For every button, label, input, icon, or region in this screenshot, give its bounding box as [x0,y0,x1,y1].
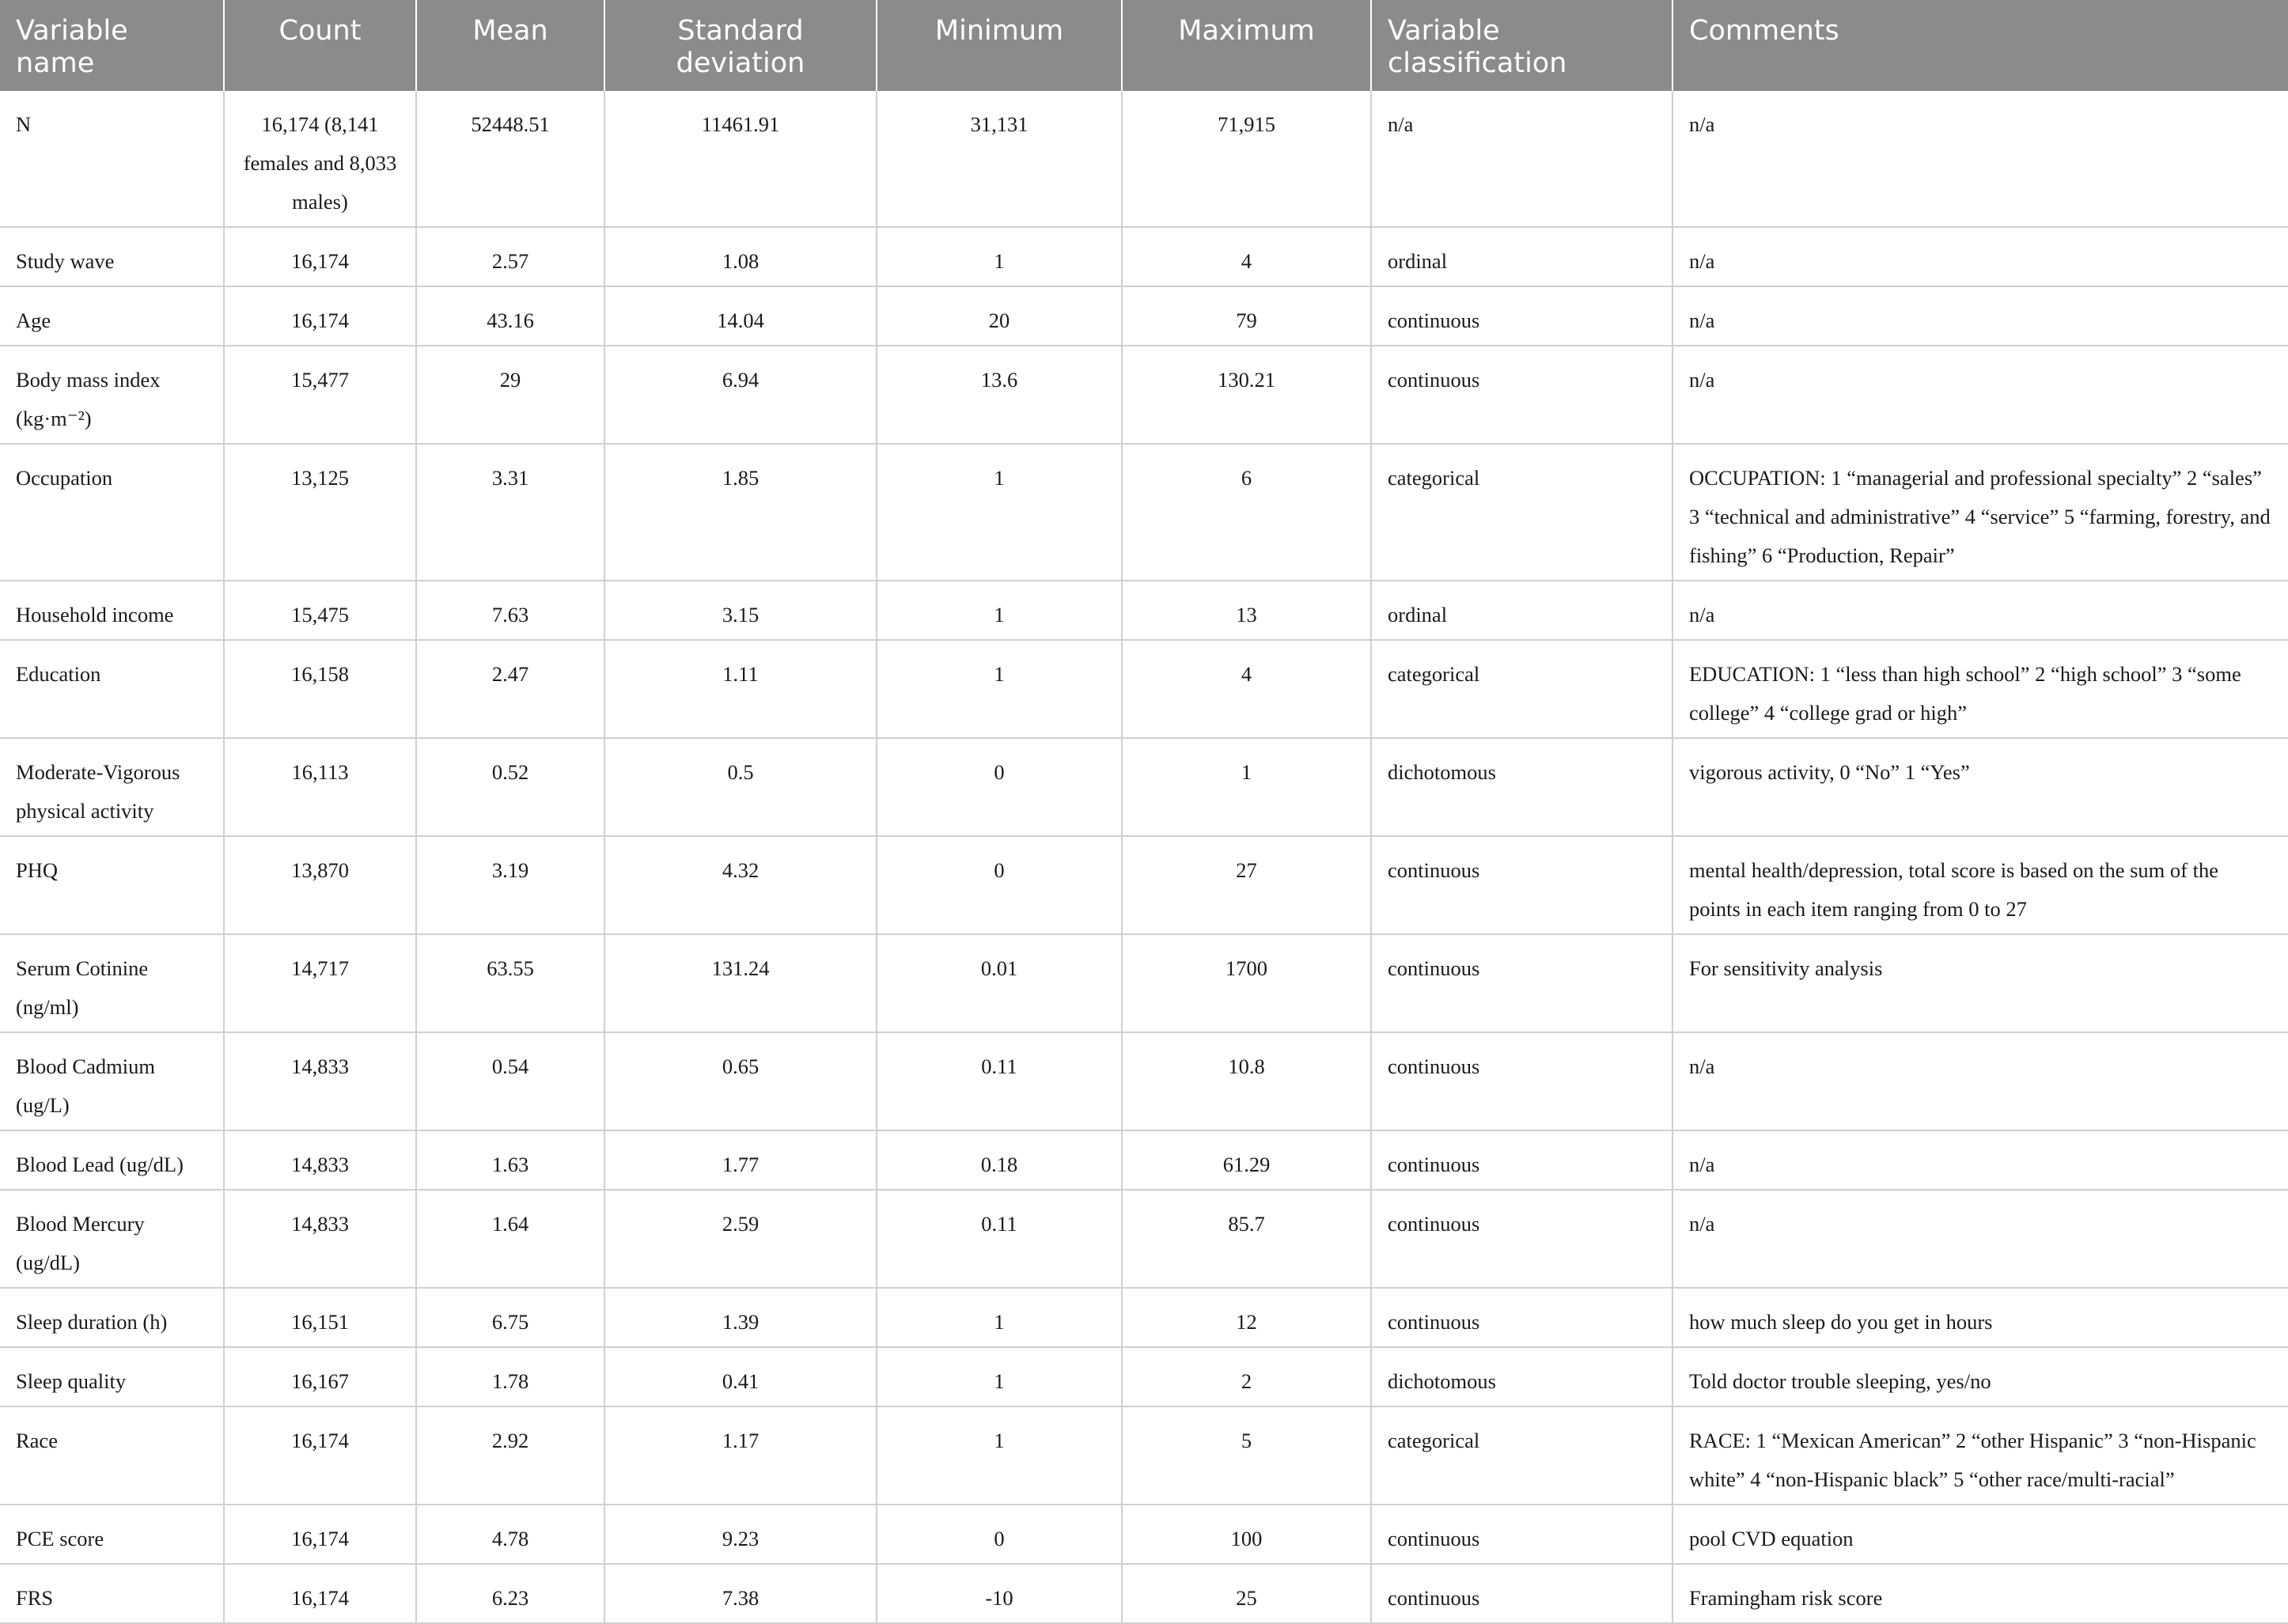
cell-variable-name: Sleep quality [0,1347,224,1406]
cell-comments: RACE: 1 “Mexican American” 2 “other Hispanic” 3 “non-Hispanic white” 4 “non-Hispanic black” 5 “other race/multi-racial” [1672,1406,2288,1505]
header-mean: Mean [416,0,604,91]
cell-maximum: 61.29 [1122,1130,1371,1190]
cell-mean: 0.52 [416,738,604,836]
cell-maximum: 6 [1122,444,1371,581]
cell-mean: 4.78 [416,1505,604,1564]
cell-count: 16,174 [224,1505,416,1564]
cell-mean: 2.47 [416,640,604,738]
cell-mean: 1.63 [416,1130,604,1190]
header-standard-deviation: Standard deviation [604,0,877,91]
table-row [0,1505,2288,1564]
cell-maximum: 1 [1122,738,1371,836]
cell-variable-name: Blood Cadmium (ug/L) [0,1032,224,1130]
cell-minimum: 20 [877,286,1122,346]
cell-variable-classification: categorical [1371,1406,1672,1505]
cell-minimum: 13.6 [877,346,1122,444]
cell-variable-name: Sleep duration (h) [0,1288,224,1347]
cell-minimum: -10 [877,1564,1122,1623]
cell-count: 15,475 [224,581,416,640]
cell-minimum: 1 [877,1406,1122,1505]
table-row [0,1130,2288,1190]
cell-standard-deviation: 1.11 [604,640,877,738]
cell-count: 14,833 [224,1190,416,1288]
cell-variable-classification: continuous [1371,1288,1672,1347]
cell-maximum: 1700 [1122,934,1371,1032]
cell-mean: 43.16 [416,286,604,346]
cell-variable-classification: continuous [1371,1505,1672,1564]
cell-variable-classification: n/a [1371,91,1672,227]
table-row [0,1190,2288,1288]
cell-mean: 0.54 [416,1032,604,1130]
header-variable-name: Variable name [0,0,224,91]
cell-comments: n/a [1672,286,2288,346]
cell-standard-deviation: 0.5 [604,738,877,836]
cell-variable-name: Household income [0,581,224,640]
table-row [0,836,2288,934]
cell-minimum: 1 [877,581,1122,640]
table-row [0,738,2288,836]
cell-maximum: 2 [1122,1347,1371,1406]
cell-variable-name: Study wave [0,227,224,286]
cell-variable-classification: categorical [1371,640,1672,738]
cell-maximum: 25 [1122,1564,1371,1623]
cell-count: 13,125 [224,444,416,581]
cell-comments: EDUCATION: 1 “less than high school” 2 “high school” 3 “some college” 4 “college grad or high” [1672,640,2288,738]
cell-minimum: 0 [877,836,1122,934]
cell-minimum: 1 [877,640,1122,738]
cell-comments: n/a [1672,1130,2288,1190]
table-row [0,640,2288,738]
cell-comments: n/a [1672,1032,2288,1130]
cell-comments: n/a [1672,1190,2288,1288]
header-minimum: Minimum [877,0,1122,91]
cell-variable-name: Occupation [0,444,224,581]
cell-variable-name: Serum Cotinine (ng/ml) [0,934,224,1032]
cell-variable-name: Body mass index (kg·m⁻²) [0,346,224,444]
cell-count: 13,870 [224,836,416,934]
cell-count: 14,833 [224,1032,416,1130]
header-comments: Comments [1672,0,2288,91]
cell-minimum: 0 [877,1505,1122,1564]
cell-variable-classification: continuous [1371,836,1672,934]
cell-count: 15,477 [224,346,416,444]
cell-variable-classification: categorical [1371,444,1672,581]
table-row [0,444,2288,581]
cell-count: 16,174 (8,141 females and 8,033 males) [224,91,416,227]
table-row [0,227,2288,286]
cell-standard-deviation: 3.15 [604,581,877,640]
cell-mean: 52448.51 [416,91,604,227]
table-row [0,286,2288,346]
cell-mean: 2.92 [416,1406,604,1505]
cell-variable-name: N [0,91,224,227]
cell-standard-deviation: 7.38 [604,1564,877,1623]
cell-mean: 2.57 [416,227,604,286]
cell-variable-classification: continuous [1371,934,1672,1032]
cell-variable-name: Moderate-Vigorous physical activity [0,738,224,836]
cell-count: 16,167 [224,1347,416,1406]
table-row [0,1406,2288,1505]
cell-variable-classification: continuous [1371,286,1672,346]
cell-count: 16,174 [224,1406,416,1505]
table-row [0,1347,2288,1406]
cell-maximum: 27 [1122,836,1371,934]
cell-comments: Told doctor trouble sleeping, yes/no [1672,1347,2288,1406]
cell-comments: how much sleep do you get in hours [1672,1288,2288,1347]
cell-minimum: 1 [877,1288,1122,1347]
cell-minimum: 0 [877,738,1122,836]
table-row [0,581,2288,640]
cell-comments: OCCUPATION: 1 “managerial and professional specialty” 2 “sales” 3 “technical and administrative” 4 “service” 5 “farming, forestry, and fishing” 6 “Production, Repair” [1672,444,2288,581]
table-body [0,91,2288,1623]
cell-comments: Framingham risk score [1672,1564,2288,1623]
cell-standard-deviation: 1.39 [604,1288,877,1347]
cell-variable-name: PCE score [0,1505,224,1564]
table-row [0,91,2288,227]
cell-maximum: 13 [1122,581,1371,640]
cell-count: 16,113 [224,738,416,836]
table-row [0,1032,2288,1130]
cell-variable-name: Age [0,286,224,346]
cell-variable-classification: ordinal [1371,227,1672,286]
cell-standard-deviation: 0.41 [604,1347,877,1406]
cell-maximum: 12 [1122,1288,1371,1347]
cell-standard-deviation: 1.08 [604,227,877,286]
table-row [0,1564,2288,1623]
cell-comments: n/a [1672,581,2288,640]
cell-variable-name: PHQ [0,836,224,934]
cell-variable-classification: ordinal [1371,581,1672,640]
cell-minimum: 31,131 [877,91,1122,227]
cell-minimum: 0.11 [877,1190,1122,1288]
cell-standard-deviation: 1.85 [604,444,877,581]
cell-maximum: 85.7 [1122,1190,1371,1288]
cell-standard-deviation: 0.65 [604,1032,877,1130]
cell-maximum: 71,915 [1122,91,1371,227]
cell-mean: 29 [416,346,604,444]
cell-variable-classification: dichotomous [1371,1347,1672,1406]
table-row [0,1288,2288,1347]
cell-variable-name: Blood Lead (ug/dL) [0,1130,224,1190]
cell-comments: n/a [1672,346,2288,444]
cell-maximum: 100 [1122,1505,1371,1564]
cell-variable-name: FRS [0,1564,224,1623]
header-row [0,0,2288,91]
cell-variable-classification: continuous [1371,1130,1672,1190]
cell-variable-classification: continuous [1371,1564,1672,1623]
cell-standard-deviation: 4.32 [604,836,877,934]
cell-mean: 3.19 [416,836,604,934]
cell-mean: 1.78 [416,1347,604,1406]
cell-maximum: 4 [1122,227,1371,286]
cell-minimum: 1 [877,227,1122,286]
cell-count: 16,151 [224,1288,416,1347]
cell-variable-classification: continuous [1371,1032,1672,1130]
cell-variable-classification: continuous [1371,346,1672,444]
cell-variable-name: Race [0,1406,224,1505]
cell-minimum: 1 [877,444,1122,581]
cell-minimum: 0.01 [877,934,1122,1032]
cell-standard-deviation: 131.24 [604,934,877,1032]
cell-standard-deviation: 14.04 [604,286,877,346]
cell-comments: For sensitivity analysis [1672,934,2288,1032]
cell-count: 16,174 [224,286,416,346]
cell-comments: vigorous activity, 0 “No” 1 “Yes” [1672,738,2288,836]
cell-mean: 3.31 [416,444,604,581]
cell-standard-deviation: 1.77 [604,1130,877,1190]
cell-variable-name: Blood Mercury (ug/dL) [0,1190,224,1288]
cell-maximum: 79 [1122,286,1371,346]
cell-mean: 7.63 [416,581,604,640]
cell-standard-deviation: 6.94 [604,346,877,444]
cell-count: 16,158 [224,640,416,738]
cell-comments: mental health/depression, total score is based on the sum of the points in each item ranging from 0 to 27 [1672,836,2288,934]
cell-count: 16,174 [224,227,416,286]
header-variable-classification: Variable classification [1371,0,1672,91]
cell-mean: 6.23 [416,1564,604,1623]
cell-count: 14,717 [224,934,416,1032]
cell-maximum: 5 [1122,1406,1371,1505]
cell-standard-deviation: 11461.91 [604,91,877,227]
cell-minimum: 1 [877,1347,1122,1406]
header-maximum: Maximum [1122,0,1371,91]
cell-mean: 1.64 [416,1190,604,1288]
cell-variable-classification: dichotomous [1371,738,1672,836]
table-row [0,934,2288,1032]
header-count: Count [224,0,416,91]
cell-comments: pool CVD equation [1672,1505,2288,1564]
cell-standard-deviation: 9.23 [604,1505,877,1564]
cell-maximum: 4 [1122,640,1371,738]
cell-mean: 63.55 [416,934,604,1032]
cell-variable-name: Education [0,640,224,738]
cell-maximum: 10.8 [1122,1032,1371,1130]
cell-standard-deviation: 2.59 [604,1190,877,1288]
cell-count: 14,833 [224,1130,416,1190]
cell-maximum: 130.21 [1122,346,1371,444]
cell-variable-classification: continuous [1371,1190,1672,1288]
cell-comments: n/a [1672,227,2288,286]
cell-minimum: 0.11 [877,1032,1122,1130]
cell-standard-deviation: 1.17 [604,1406,877,1505]
cell-mean: 6.75 [416,1288,604,1347]
cell-count: 16,174 [224,1564,416,1623]
cell-comments: n/a [1672,91,2288,227]
cell-minimum: 0.18 [877,1130,1122,1190]
table-row [0,346,2288,444]
